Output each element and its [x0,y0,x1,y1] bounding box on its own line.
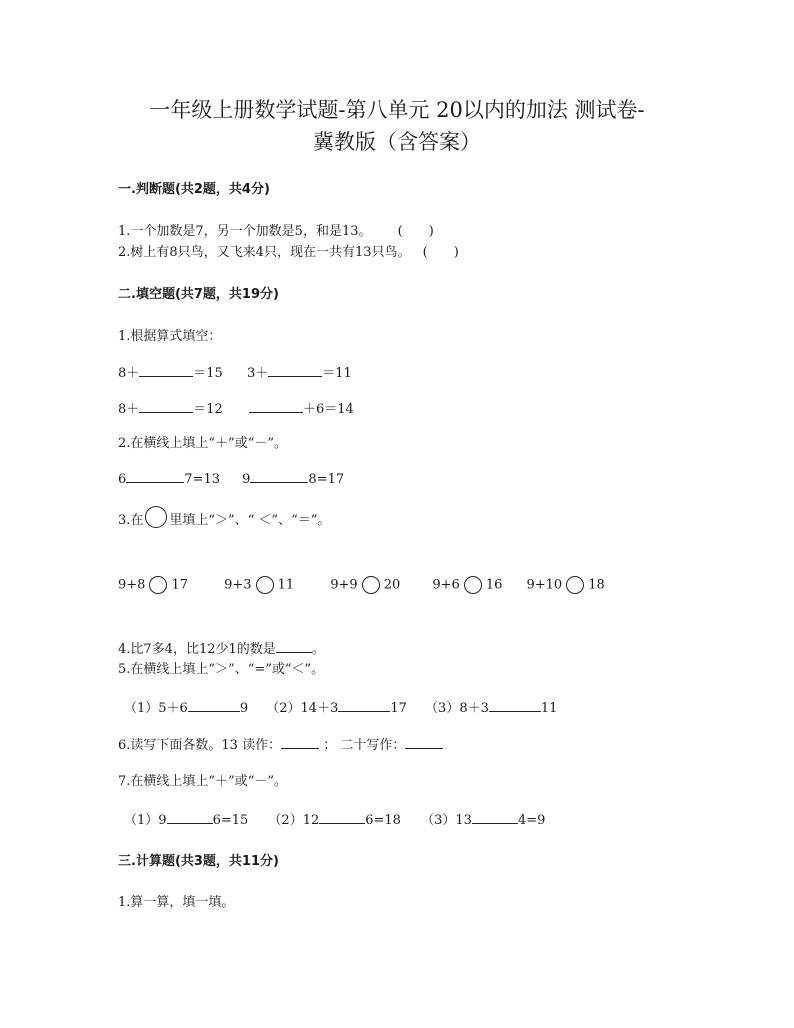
equation-row-2 [118,398,354,417]
equation-item: 3＋ ＝11 [246,366,352,381]
operator-row [118,470,344,487]
question-fill-5-prompt: 5.在横线上填上“＞”、“=”或“＜”。 [118,662,325,677]
answer-blank[interactable] [126,470,184,483]
question-judgment-1 [118,220,434,239]
question-fill-4: 4.比7多4，比12少1的数是 。 [118,642,325,657]
answer-blank[interactable] [249,400,303,413]
compare-circle[interactable] [566,576,584,594]
question-text: 2.树上有8只鸟，又飞来4只，现在一共有13只鸟。 [118,245,411,260]
answer-blank[interactable] [188,699,240,712]
answer-blank[interactable] [338,699,390,712]
document-title-line2: 冀教版（含答案） [313,130,481,154]
compare-blank-item: （2）14＋3 17 [266,701,407,716]
answer-blank[interactable] [489,699,541,712]
question-fill-7-prompt: 7.在横线上填上“＋”或“－”。 [118,774,287,789]
answer-blank[interactable] [281,736,319,749]
compare-circle[interactable] [256,576,274,594]
compare-blank-item: （3）8＋3 11 [425,701,558,716]
answer-blank[interactable] [276,640,312,653]
equation-item: 8＋ ＝12 [118,402,223,417]
compare-circle[interactable] [362,576,380,594]
answer-blank[interactable] [250,470,308,483]
circle-icon [145,506,167,528]
equation-row-1 [118,362,352,381]
answer-parentheses: ( ) [422,245,459,260]
compare-item: 9+10 18 [526,577,605,593]
question-fill-2-prompt: 2.在横线上填上“＋”或“－”。 [118,436,287,451]
equation-item: 8＋ ＝15 [118,366,223,381]
operator-item: 6 7=13 [118,472,220,487]
answer-blank[interactable] [167,811,213,824]
answer-blank[interactable] [405,736,443,749]
equation-item: ＋6＝14 [249,398,354,417]
section-heading-judgment: 一.判断题(共2题，共4分) [118,182,270,197]
answer-blank[interactable] [139,400,193,413]
compare-blank-row [124,697,557,716]
question-judgment-2 [118,241,459,260]
question-fill-1-prompt: 1.根据算式填空： [118,329,222,344]
operator-blank-item: （1）9 6=15 [124,813,249,828]
section-heading-calculation: 三.计算题(共3题，共11分) [118,854,279,869]
answer-blank[interactable] [268,364,322,377]
question-calc-1: 1.算一算，填一填。 [118,895,235,910]
compare-item: 9+6 16 [432,577,503,593]
question-fill-6: 6.读写下面各数。13 读作： ； 二十写作： [118,734,443,753]
compare-item: 9+9 20 [330,577,401,593]
operator-blank-item: （2）12 6=18 [268,813,401,828]
answer-blank[interactable] [472,811,518,824]
question-fill-3-prompt: 3.在 里填上“＞”、“ ＜”、“＝”。 [118,506,330,528]
answer-parentheses: ( ) [397,224,434,239]
answer-blank[interactable] [139,364,193,377]
compare-row [118,576,605,594]
question-text: 1.一个加数是7，另一个加数是5，和是13。 [118,224,372,239]
operator-item: 9 8=17 [242,472,345,487]
operator-blank-row [124,809,545,828]
document-title-line1: 一年级上册数学试题-第八单元 20以内的加法 测试卷- [149,98,645,122]
compare-item: 9+8 17 [118,577,188,593]
answer-blank[interactable] [319,811,365,824]
compare-blank-item: （1）5＋6 9 [124,701,249,716]
compare-circle[interactable] [464,576,482,594]
operator-blank-item: （3）13 4=9 [421,813,546,828]
compare-circle[interactable] [149,576,167,594]
compare-item: 9+3 11 [224,577,295,593]
section-heading-fill-blank: 二.填空题(共7题，共19分) [118,287,279,302]
